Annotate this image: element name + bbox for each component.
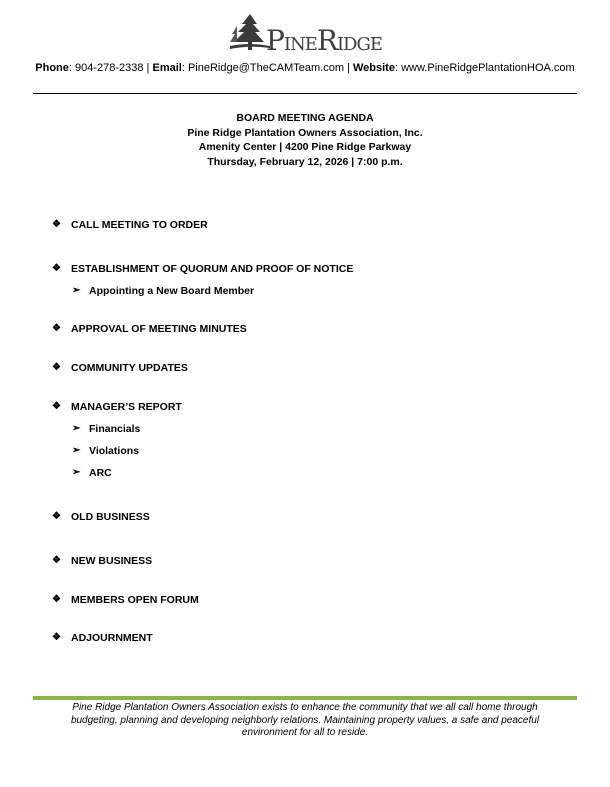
mission-statement: [33, 702, 577, 740]
diamond-bullet-icon: ❖: [52, 555, 61, 566]
diamond-bullet-icon: ❖: [52, 594, 61, 605]
agenda-item: [52, 323, 247, 335]
agenda-subitem-label: Financials: [89, 423, 141, 435]
agenda-item: [52, 555, 152, 567]
email-label: Email: [152, 62, 182, 74]
logo-wordmark: PINERIDGE: [266, 24, 382, 57]
agenda-subitem-label: Violations: [89, 445, 139, 457]
diamond-bullet-icon: ❖: [52, 263, 61, 274]
footer-divider: [33, 696, 577, 700]
agenda-title-block: [0, 111, 610, 169]
agenda-item: [52, 401, 182, 413]
agenda-subitem-label: Appointing a New Board Member: [89, 285, 255, 297]
agenda-item: [52, 594, 199, 606]
agenda-item: [52, 511, 150, 523]
website-label: Website: [352, 62, 395, 74]
pine-ridge-logo: [228, 12, 382, 57]
mission-line: Pine Ridge Plantation Owners Association exists to enhance the community that we all call home through: [72, 702, 538, 713]
phone-label: Phone: [35, 62, 69, 74]
diamond-bullet-icon: ❖: [52, 401, 61, 412]
agenda-subitem: [72, 445, 139, 457]
mission-line: budgeting, planning and developing neighborly relations. Maintaining property values, a safe and peaceful: [70, 714, 540, 726]
agenda-item-label: ESTABLISHMENT OF QUORUM AND PROOF OF NOTICE: [71, 263, 354, 275]
association-name: Pine Ridge Plantation Owners Association, Inc.: [187, 126, 423, 139]
contact-line: [0, 62, 610, 74]
agenda-subitem-label: ARC: [89, 467, 112, 479]
agenda-item-label: NEW BUSINESS: [71, 555, 153, 567]
diamond-bullet-icon: ❖: [52, 511, 61, 522]
website-value: : www.PineRidgePlantationHOA.com: [394, 62, 575, 74]
agenda-item: [52, 632, 153, 644]
header-divider: [33, 93, 577, 94]
arrow-bullet-icon: ➢: [72, 423, 81, 434]
agenda-item: [52, 219, 208, 231]
meeting-location: Amenity Center | 4200 Pine Ridge Parkway: [198, 141, 412, 153]
email-value: : PineRidge@TheCAMTeam.com |: [181, 62, 353, 74]
diamond-bullet-icon: ❖: [52, 323, 61, 334]
agenda-item-label: APPROVAL OF MEETING MINUTES: [71, 323, 247, 335]
agenda-subitem: [72, 423, 140, 435]
arrow-bullet-icon: ➢: [72, 285, 81, 296]
diamond-bullet-icon: ❖: [52, 632, 61, 643]
agenda-item-label: ADJOURNMENT: [71, 632, 153, 644]
agenda-item-label: CALL MEETING TO ORDER: [71, 219, 208, 231]
meeting-datetime: Thursday, February 12, 2026 | 7:00 p.m.: [207, 155, 403, 168]
agenda-item-label: MANAGER’S REPORT: [71, 401, 182, 413]
agenda-item-label: OLD BUSINESS: [71, 511, 150, 523]
agenda-item: [52, 362, 188, 374]
agenda-item-label: MEMBERS OPEN FORUM: [71, 594, 199, 606]
arrow-bullet-icon: ➢: [72, 467, 81, 478]
mission-line: environment for all to reside.: [241, 727, 369, 738]
agenda-title: BOARD MEETING AGENDA: [236, 112, 374, 124]
agenda-subitem: [72, 285, 254, 297]
diamond-bullet-icon: ❖: [52, 362, 61, 373]
arrow-bullet-icon: ➢: [72, 445, 81, 456]
agenda-subitem: [72, 467, 112, 479]
phone-value: : 904-278-2338 |: [68, 62, 153, 74]
diamond-bullet-icon: ❖: [52, 219, 61, 230]
agenda-item: [52, 263, 353, 275]
agenda-item-label: COMMUNITY UPDATES: [71, 362, 188, 374]
